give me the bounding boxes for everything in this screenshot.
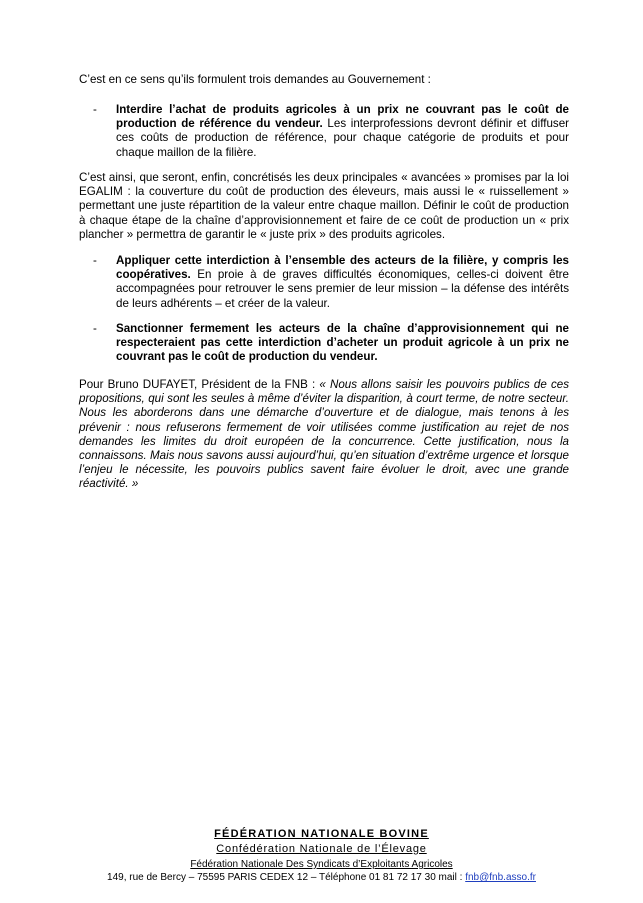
bullet-marker: - (93, 103, 97, 116)
president-quote (79, 378, 569, 492)
demand-2-text: En proie à de graves difficultés économiques, celles-ci doivent être accompagnées pour retrouver le sens premier de leur mission – la défense des intérêts de leurs adhérents – et créer de la valeur. (116, 268, 569, 310)
demand-2 (116, 254, 569, 311)
bullet-marker: - (93, 322, 97, 335)
quote-lead: Pour Bruno DUFAYET, Président de la FNB : (79, 378, 320, 391)
footer-address (0, 872, 643, 883)
demand-3-bold: Sanctionner fermement les acteurs de la chaîne d’approvisionnement qui ne respecteraient pas cette interdiction d’acheter un produit agricole à un prix ne couvrant pas le coût de production du vendeur. (116, 322, 569, 364)
demand-2-bold: Appliquer cette interdiction à l’ensemble des acteurs de la filière, y compris les coopératives. (116, 254, 569, 282)
footer-email-link[interactable]: fnb@fnb.asso.fr (465, 872, 536, 883)
intro-paragraph: C’est en ce sens qu’ils formulent trois demandes au Gouvernement : (79, 73, 431, 86)
demand-1-text: Les interprofessions devront définir et diffuser ces coûts de production de référence, pour chaque catégorie de produits et pour chaque maillon de la filière. (116, 117, 569, 159)
bullet-marker: - (93, 254, 97, 267)
demand-1 (116, 103, 569, 160)
quote-italic: « Nous allons saisir les pouvoirs publics de ces propositions, qui sont les seules à même d’éviter la disparition, à court terme, de notre secteur. Nous les aborderons dans une démarche d’ouverture et de dialogue, mais tenons à les prévenir : nous refuserons fermement de voir utilisées comme justification au rejet de nos demandes les limites du droit européen de la concurrence. Cette justification, nous la connaissons. Mais nous savons aussi aujourd’hui, qu’en situation d’extrême urgence et lorsque l’enjeu le nécessite, les pouvoirs publics savent faire évoluer le droit, avec une grande réactivité. » (79, 378, 569, 491)
demand-1-bold: Interdire l’achat de produits agricoles à un prix ne couvrant pas le coût de production de référence du vendeur. (116, 103, 569, 131)
footer-org-name: FÉDÉRATION NATIONALE BOVINE (214, 828, 429, 840)
paragraph-egalim: C’est ainsi, que seront, enfin, concrétisés les deux principales « avancées » promises par la loi EGALIM : la couverture du coût de production des éleveurs, mais aussi le « ruissellement » permettant une juste répartition de la valeur entre chaque maillon. Définir le coût de production à chaque étape de la chaîne d’approvisionnement et faire de ce coût de production un « prix plancher » permettra de garantir le « juste prix » des produits agricoles. (79, 171, 569, 241)
footer-confederation: Confédération Nationale de l’Élevage (216, 843, 427, 855)
footer-fnsea: Fédération Nationale Des Syndicats d’Exploitants Agricoles (190, 859, 453, 870)
footer-address-text: 149, rue de Bercy – 75595 PARIS CEDEX 12 – Téléphone 01 81 72 17 30 mail : (107, 872, 466, 883)
demand-3 (116, 322, 569, 365)
